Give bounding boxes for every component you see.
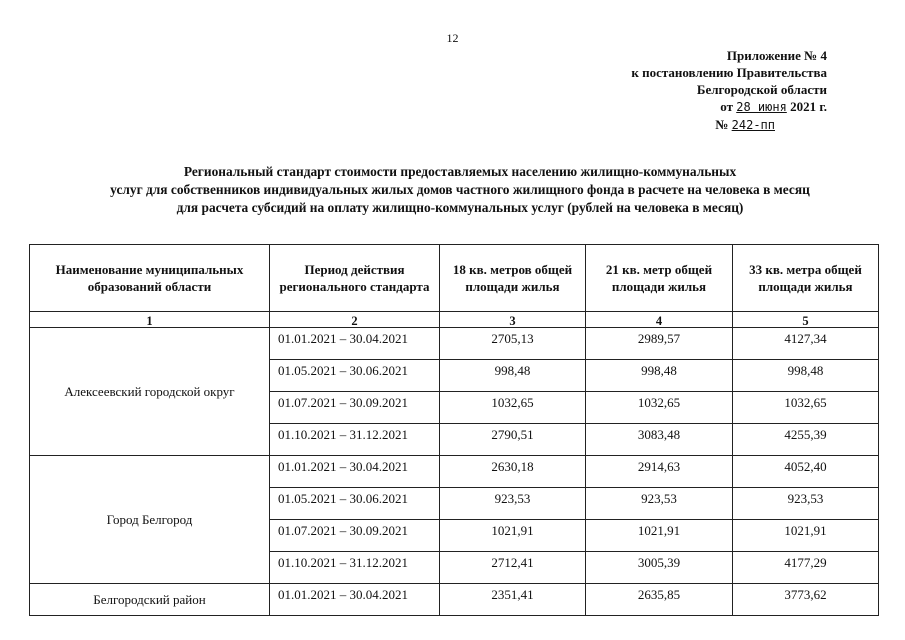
value-33sqm: 4127,34 <box>733 328 879 360</box>
column-number: 2 <box>270 312 440 328</box>
period-cell: 01.01.2021 – 30.04.2021 <box>270 584 440 616</box>
page-number: 12 <box>446 31 459 45</box>
value-21sqm: 2989,57 <box>586 328 733 360</box>
value-18sqm: 998,48 <box>440 360 586 392</box>
table-row <box>30 584 879 616</box>
period-cell: 01.01.2021 – 30.04.2021 <box>270 456 440 488</box>
municipality-name: Белгородский район <box>30 584 270 616</box>
table-row <box>30 328 879 360</box>
title-line-1: Региональный стандарт стоимости предоставляемых населению жилищно-коммунальных <box>183 164 737 179</box>
value-18sqm: 1032,65 <box>440 392 586 424</box>
value-18sqm: 2351,41 <box>440 584 586 616</box>
table-row <box>30 456 879 488</box>
value-21sqm: 3005,39 <box>586 552 733 584</box>
title-line-3: для расчета субсидий на оплату жилищно-коммунальных услуг (рублей на человека в месяц) <box>176 200 744 215</box>
standard-cost-table <box>29 244 879 616</box>
period-cell: 01.07.2021 – 30.09.2021 <box>270 392 440 424</box>
period-cell: 01.10.2021 – 31.12.2021 <box>270 424 440 456</box>
date-suffix: 2021 г. <box>790 99 827 114</box>
value-21sqm: 2635,85 <box>586 584 733 616</box>
column-number: 4 <box>586 312 733 328</box>
column-number-row <box>30 312 879 328</box>
value-33sqm: 998,48 <box>733 360 879 392</box>
date-handwritten: 28 июня <box>736 100 787 114</box>
value-33sqm: 923,53 <box>733 488 879 520</box>
value-33sqm: 4177,29 <box>733 552 879 584</box>
document-title <box>40 163 880 217</box>
value-21sqm: 3083,48 <box>586 424 733 456</box>
municipality-name: Алексеевский городской округ <box>30 328 270 456</box>
header-21sqm: 21 кв. метр общей площади жилья <box>586 245 733 312</box>
appendix-decree: к постановлению Правительства <box>631 65 827 80</box>
appendix-title: Приложение № 4 <box>726 48 827 63</box>
municipality-name: Город Белгород <box>30 456 270 584</box>
header-municipality: Наименование муниципальных образований области <box>30 245 270 312</box>
number-prefix: № <box>715 117 729 132</box>
value-21sqm: 998,48 <box>586 360 733 392</box>
appendix-date <box>527 98 827 116</box>
appendix-block <box>527 47 827 134</box>
value-18sqm: 1021,91 <box>440 520 586 552</box>
value-18sqm: 2630,18 <box>440 456 586 488</box>
value-21sqm: 923,53 <box>586 488 733 520</box>
date-prefix: от <box>720 99 733 114</box>
header-period: Период действия регионального стандарта <box>270 245 440 312</box>
appendix-number <box>527 116 827 134</box>
number-handwritten: 242-пп <box>731 118 775 132</box>
period-cell: 01.07.2021 – 30.09.2021 <box>270 520 440 552</box>
value-33sqm: 4255,39 <box>733 424 879 456</box>
value-33sqm: 3773,62 <box>733 584 879 616</box>
value-21sqm: 1032,65 <box>586 392 733 424</box>
value-33sqm: 1021,91 <box>733 520 879 552</box>
header-18sqm: 18 кв. метров общей площади жилья <box>440 245 586 312</box>
period-cell: 01.01.2021 – 30.04.2021 <box>270 328 440 360</box>
value-21sqm: 2914,63 <box>586 456 733 488</box>
value-18sqm: 923,53 <box>440 488 586 520</box>
column-number: 1 <box>30 312 270 328</box>
value-18sqm: 2705,13 <box>440 328 586 360</box>
title-line-2: услуг для собственников индивидуальных жилых домов частного жилищного фонда в расчете на человека в месяц <box>110 182 810 197</box>
value-33sqm: 1032,65 <box>733 392 879 424</box>
value-18sqm: 2790,51 <box>440 424 586 456</box>
period-cell: 01.10.2021 – 31.12.2021 <box>270 552 440 584</box>
column-number: 5 <box>733 312 879 328</box>
period-cell: 01.05.2021 – 30.06.2021 <box>270 360 440 392</box>
header-33sqm: 33 кв. метра общей площади жилья <box>733 245 879 312</box>
appendix-region: Белгородской области <box>696 82 827 97</box>
value-18sqm: 2712,41 <box>440 552 586 584</box>
value-33sqm: 4052,40 <box>733 456 879 488</box>
column-number: 3 <box>440 312 586 328</box>
table-header-row <box>30 245 879 312</box>
value-21sqm: 1021,91 <box>586 520 733 552</box>
period-cell: 01.05.2021 – 30.06.2021 <box>270 488 440 520</box>
